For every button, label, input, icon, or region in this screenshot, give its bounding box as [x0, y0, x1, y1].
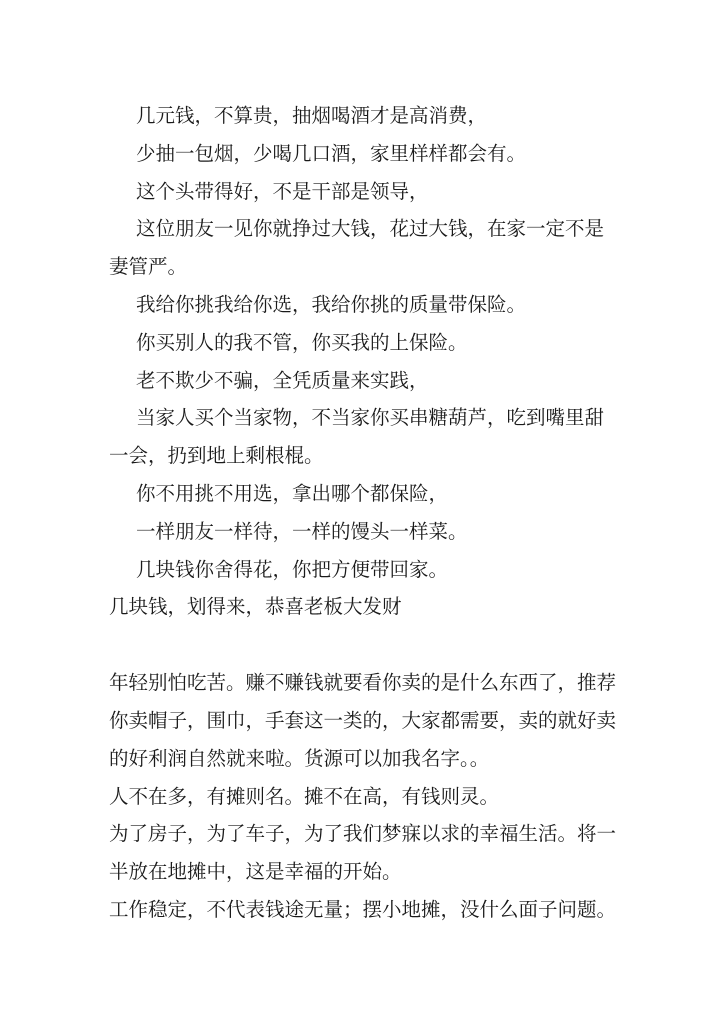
paragraph: 你买别人的我不管，你买我的上保险。	[136, 330, 468, 354]
paragraph: 几块钱你舍得花，你把方便带回家。	[136, 557, 449, 581]
paragraph: 少抽一包烟，少喝几口酒，家里样样都会有。	[136, 141, 527, 165]
paragraph: 老不欺少不骗，全凭质量来实践，	[136, 368, 429, 392]
paragraph: 这个头带得好，不是干部是领导，	[136, 179, 429, 203]
paragraph: 当家人买个当家物，不当家你买串糖葫芦，吃到嘴里甜一会，扔到地上剩根棍。	[109, 406, 605, 468]
paragraph: 工作稳定，不代表钱途无量；摆小地摊，没什么面子问题。	[109, 897, 617, 921]
paragraph: 人不在多，有摊则名。摊不在高，有钱则灵。	[109, 784, 500, 808]
paragraph: 我给你挑我给你选，我给你挑的质量带保险。	[136, 292, 527, 316]
document-page	[109, 97, 619, 929]
paragraph: 这位朋友一见你就挣过大钱，花过大钱，在家一定不是妻管严。	[109, 217, 605, 279]
paragraph: 一样朋友一样待，一样的馒头一样菜。	[136, 519, 468, 543]
section-gap	[109, 626, 619, 664]
paragraph: 你不用挑不用选，拿出哪个都保险，	[136, 481, 449, 505]
paragraph: 年轻别怕吃苦。赚不赚钱就要看你卖的是什么东西了，推荐你卖帽子，围巾，手套这一类的，大家都需要，卖的就好卖的好利润自然就来啦。货源可以加我名字。。	[109, 671, 617, 770]
paragraph: 为了房子，为了车子，为了我们梦寐以求的幸福生活。将一半放在地摊中，这是幸福的开始。	[109, 822, 617, 884]
paragraph: 几元钱，不算贵，抽烟喝酒才是高消费，	[136, 104, 488, 127]
closing-line: 几块钱，划得来，恭喜老板大发财	[109, 595, 402, 619]
